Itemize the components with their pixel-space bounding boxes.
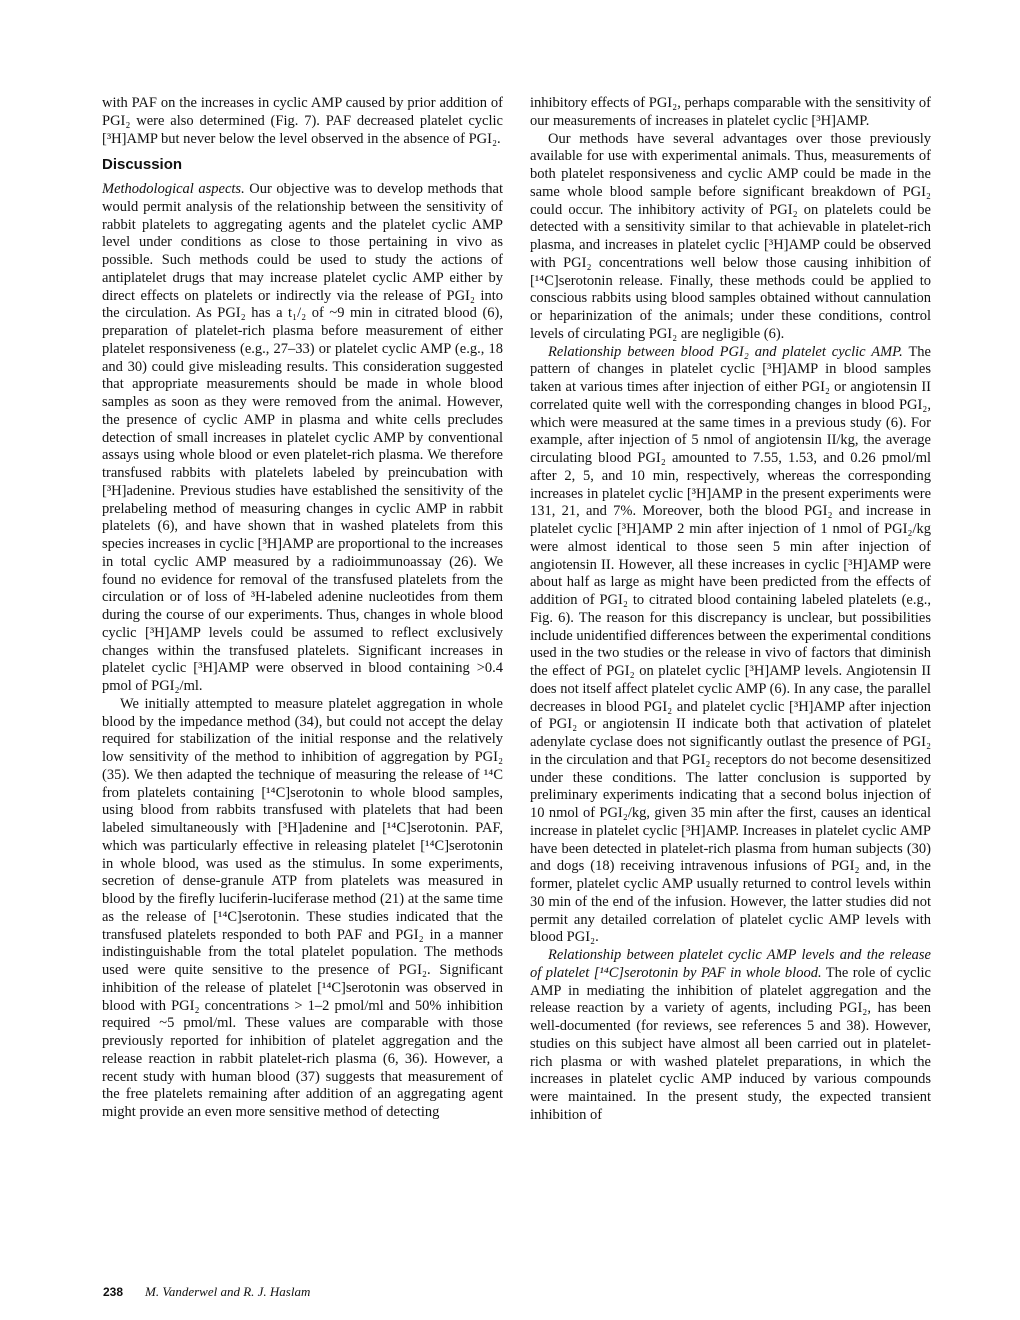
paragraph: We initially attempted to measure platelet aggregation in whole blood by the impedance method (34), but could not accept the delay required for stabilization of the initial response and the relatively low sensitivity of the method to inhibition of aggregation by PGI₂ (35). We then adapted the technique of measuring the release of ¹⁴C from platelets containing [¹⁴C]serotonin to whole blood samples, using blood from rabbits transfused with platelets that had been labeled simultaneously with [³H]adenine and [¹⁴C]serotonin. PAF, which was particularly effective in releasing platelet [¹⁴C]serotonin in whole blood, was used as the stimulus. In some experiments, secretion of dense-granule ATP from platelets was measured in blood by the firefly luciferin-luciferase method (21) at the same time as the release of [¹⁴C]serotonin. These studies indicated that the transfused platelets responded to both PAF and PGI₂ in a manner indistinguishable from the total platelet population. The methods used were quite sensitive to the presence of PGI₂. Significant inhibition of the release of platelet [¹⁴C]serotonin was observed in blood with PGI₂ concentrations > 1–2 pmol/ml and 50% inhibition required ~5 pmol/ml. These values are comparable with those previously reported for inhibition of platelet aggregation and the release reaction in rabbit platelet-rich plasma (6, 36). However, a recent study with human blood (37) suggests that measurement of the free platelets remaining after addition of an aggregating agent might provide an even more sensitive method of detecting — [102, 695, 503, 1120]
right-column — [530, 95, 931, 1125]
section-heading-discussion: Discussion — [102, 156, 183, 174]
page-footer — [103, 1284, 310, 1300]
paragraph — [102, 181, 503, 696]
paragraph: inhibitory effects of PGI₂, perhaps comparable with the sensitivity of our measurements of increases in platelet cyclic [³H]AMP. — [530, 95, 931, 129]
paragraph: with PAF on the increases in cyclic AMP caused by prior addition of PGI₂ were also determined (Fig. 7). PAF decreased platelet cyclic [³H]AMP but never below the level observed in the absence of PGI₂. — [102, 95, 503, 147]
paragraph — [530, 344, 931, 948]
paragraph-text: The role of cyclic AMP in mediating the inhibition of platelet aggregation and the release reaction by a variety of agents, including PGI₂, has been well-documented (for reviews, see references 5 and 38). However, studies on this subject have almost all been carried out in platelet-rich plasma or with washed platelet preparations, in which the increases in platelet cyclic AMP induced by various compounds were maintained. In the present study, the expected transient inhibition of — [530, 964, 931, 1123]
run-in-heading: Methodological aspects. — [102, 181, 245, 197]
paragraph: Our methods have several advantages over those previously available for use with experimental animals. Thus, measurements of both platelet responsiveness and cyclic AMP could be made in the same whole blood sample before significant breakdown of PGI₂ could occur. The inhibitory activity of PGI₂ on platelets could be detected with a sensitivity similar to that achievable in platelet-rich plasma, and increases in platelet cyclic [³H]AMP could be observed with PGI₂ concentrations well below those causing inhibition of [¹⁴C]serotonin release. Finally, these methods could be applied to conscious rabbits using blood samples obtained without cannulation or heparinization of the animals; under these conditions, control levels of circulating PGI₂ are negligible (6). — [530, 130, 931, 342]
run-in-heading: Relationship between platelet cyclic AMP levels and the release of platelet [¹⁴C]serotonin by PAF in whole blood. — [530, 947, 931, 981]
paragraph-text: Our objective was to develop methods that would permit analysis of the relationship between the sensitivity of rabbit platelets to aggregating agents and the platelet cyclic AMP level under conditions as close to those pertaining in vivo as possible. Such methods could be used to study the actions of antiplatelet drugs that may increase platelet cyclic AMP either by direct effects on platelets or indirectly via the release of PGI₂ into the circulation. As PGI₂ has a t₁/₂ of ~9 min in citrated blood (6), preparation of platelet-rich plasma before measurement of either platelet responsiveness (e.g., 27–33) or platelet cyclic AMP (e.g., 18 and 30) could give misleading results. This consideration suggested that appropriate measurements should be made in whole blood samples as soon as they were removed from the animal. However, the presence of cyclic AMP in plasma and white cells precludes detection of small increases in platelet cyclic AMP by conventional assays using whole blood or even platelet-rich plasma. We therefore transfused rabbits with platelets labeled by preincubation with [³H]adenine. Previous studies have established the sensitivity of the prelabeling method of measuring changes in cyclic AMP in rabbit platelets (6), and have shown that in washed platelets from this species increases in cyclic [³H]AMP are proportional to the increases in total cyclic AMP measured by a radioimmunoassay (26). We found no evidence for removal of the transfused platelets from the circulation or of loss of ³H-labeled adenine nucleotides from them during the course of our experiments. Thus, changes in whole blood cyclic [³H]AMP levels could be assumed to reflect exclusively changes within the transfused platelets. Significant increases in platelet cyclic [³H]AMP were observed in blood containing >0.4 pmol of PGI₂/ml. — [102, 181, 503, 694]
run-in-heading: Relationship between blood PGI₂ and platelet cyclic AMP. — [548, 343, 903, 360]
running-authors: M. Vanderwel and R. J. Haslam — [145, 1284, 311, 1299]
page-number: 238 — [103, 1285, 124, 1299]
paragraph-text: The pattern of changes in platelet cyclic [³H]AMP in blood samples taken at various times after injection of either PGI₂ or angiotensin II correlated quite well with the corresponding changes in blood PGI₂, which were measured at the same times in a previous study (6). For example, after injection of 5 nmol of angiotensin II/kg, the average circulating blood PGI₂ amounted to 7.55, 1.53, and 0.26 pmol/ml after 2, 5, and 10 min, respectively, whereas the corresponding increases in platelet cyclic [³H]AMP in the present experiments were 131, 21, and 7%. Moreover, both the blood PGI₂ and increase in platelet cyclic [³H]AMP 2 min after injection of 1 nmol of PGI₂/kg were almost identical to those seen 5 min after injection of angiotensin II. However, all these increases in cyclic [³H]AMP were about half as large as might have been predicted from the effects of addition of PGI₂ to citrated blood containing labeled platelets (e.g., Fig. 6). The reason for this discrepancy is unclear, but possibilities include unidentified differences between the experimental conditions used in the two studies or the release in vivo of factors that diminish the effect of PGI₂ on platelet cyclic [³H]AMP levels. Angiotensin II does not itself affect platelet cyclic AMP (6). In any case, the parallel decreases in blood PGI₂ and platelet cyclic [³H]AMP after injection of PGI₂ or angiotensin II indicate both that activation of platelet adenylate cyclase does not significantly outlast the presence of PGI₂ in the circulation and that PGI₂ receptors do not become desensitized under these conditions. The latter conclusion is supported by preliminary experiments indicating that a second bolus injection of 10 nmol of PGI₂/kg, given 35 min after the first, causes an identical increase in platelet cyclic [³H]AMP. Increases in platelet cyclic AMP have been detected in platelet-rich plasma from human subjects (30) and dogs (18) receiving intravenous infusions of PGI₂ and, in the former, platelet cyclic AMP usually returned to control levels within 30 min of the end of the infusion. However, the latter studies did not permit any detailed correlation of platelet cyclic AMP levels with blood PGI₂. — [530, 343, 932, 946]
paragraph — [530, 947, 931, 1125]
left-column — [102, 95, 503, 1122]
